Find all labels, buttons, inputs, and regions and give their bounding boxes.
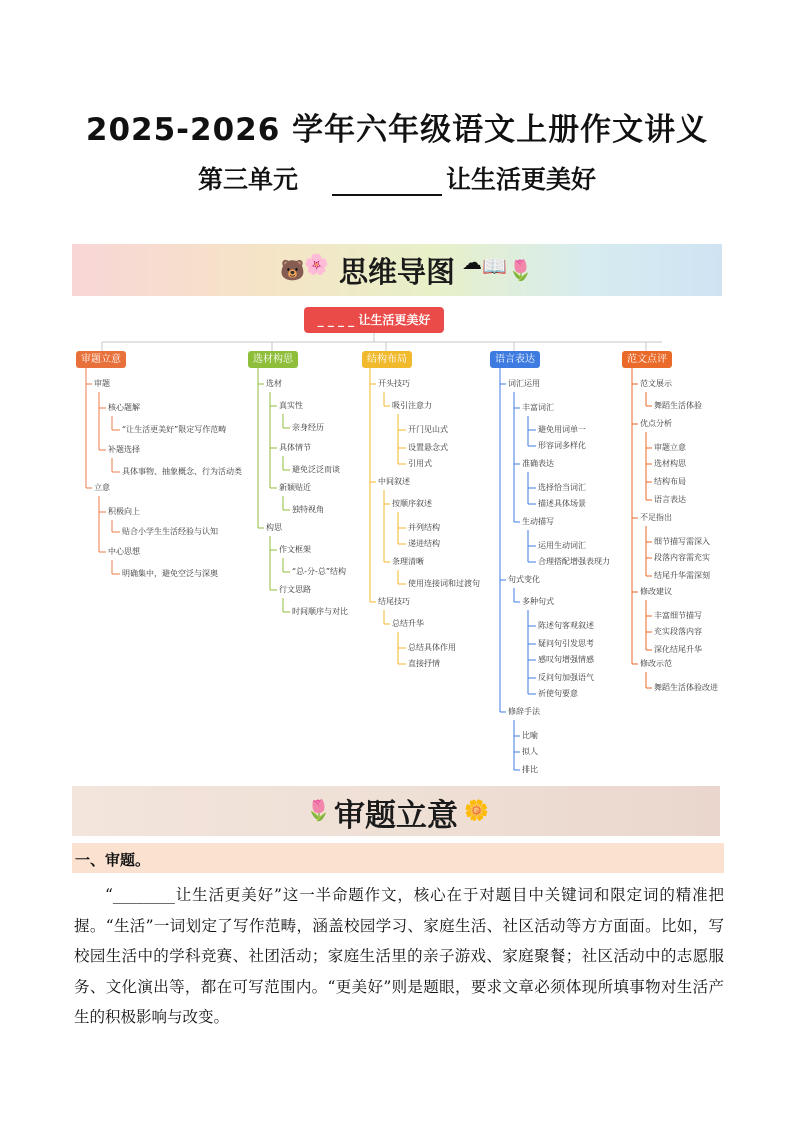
mm-node: 排比 [522, 765, 538, 774]
mm-node: 选材构思 [654, 459, 686, 468]
mm-node: 词汇运用 [508, 379, 540, 388]
mm-node: 补题选择 [108, 445, 140, 454]
mm-node: 句式变化 [508, 575, 540, 584]
mm-node: 结尾升华需深刻 [654, 571, 710, 580]
mm-node: 段落内容需充实 [654, 553, 710, 562]
mm-node: 贴合小学生生活经验与认知 [122, 527, 218, 536]
mm-node: 祈使句要意 [538, 689, 578, 698]
mm-node: 审题立意 [654, 443, 686, 452]
mm-node: 吸引注意力 [392, 401, 432, 410]
mm-node: 比喻 [522, 731, 538, 740]
mm-node: 修改示范 [640, 659, 672, 668]
mm-node: 不足指出 [640, 513, 672, 522]
mm-node: 充实段落内容 [654, 627, 702, 636]
mm-node: 运用生动词汇 [538, 541, 586, 550]
mm-node: “让生活更美好”限定写作范畴 [122, 425, 227, 434]
mm-node: 真实性 [279, 401, 303, 410]
mm-node: 反问句加强语气 [538, 673, 594, 682]
branch-jiegou: 结构布局 [362, 351, 412, 368]
mm-node: 感叹句增强情感 [538, 655, 594, 664]
mm-node: 舞蹈生活体验 [654, 401, 702, 410]
mm-node: 立意 [94, 483, 110, 492]
bear-icon: 🐻 [280, 258, 305, 282]
mm-node: 直接抒情 [408, 659, 440, 668]
mm-node: 深化结尾升华 [654, 645, 702, 654]
branch-fanwen: 范文点评 [622, 351, 672, 368]
flower-icon-2: 🌷 [508, 258, 533, 282]
mm-node: 递进结构 [408, 539, 440, 548]
mm-node: 设置悬念式 [408, 443, 448, 452]
mm-node: 总结具体作用 [408, 643, 456, 652]
mm-node: 合理搭配增强表现力 [538, 557, 610, 566]
mm-node: 拟人 [522, 747, 538, 756]
branch-shenti: 审题立意 [76, 351, 126, 368]
mm-node: “总-分-总”结构 [292, 567, 347, 576]
mm-node: 总结升华 [392, 619, 424, 628]
mm-node: 准确表达 [522, 459, 554, 468]
flower-icon: 🌸 [304, 252, 329, 276]
mm-node: 构思 [266, 523, 282, 532]
flower-icon-4: 🌼 [464, 798, 489, 822]
mm-node: 亲身经历 [292, 423, 324, 432]
mm-node: 疑问句引发思考 [538, 639, 594, 648]
mm-node: 范文展示 [640, 379, 672, 388]
mindmap-banner-label: 思维导图 [338, 255, 455, 289]
mm-node: 语言表达 [654, 495, 686, 504]
mm-node: 并列结构 [408, 523, 440, 532]
mm-node: 形容词多样化 [538, 441, 586, 450]
mm-node: 核心题解 [108, 403, 140, 412]
mm-node: 积极向上 [108, 507, 140, 516]
mm-node: 中间叙述 [378, 477, 410, 486]
mm-node: 开头技巧 [378, 379, 410, 388]
mm-node: 审题 [94, 379, 110, 388]
mm-node: 独特视角 [292, 505, 324, 514]
section-banner [72, 786, 720, 836]
section-heading [72, 843, 724, 873]
document-subtitle [0, 160, 794, 196]
mm-node: 明确集中，避免空泛与深奥 [122, 569, 218, 578]
unit-label: 第三单元 [197, 165, 298, 194]
mm-node: 舞蹈生活体验改进 [654, 683, 718, 692]
mm-node: 多种句式 [522, 597, 554, 606]
child-reading-icon: 📖 [482, 254, 507, 278]
mm-node: 按顺序叙述 [392, 499, 432, 508]
mm-node: 行文思路 [279, 585, 311, 594]
mm-node: 选择恰当词汇 [538, 483, 586, 492]
branch-xuancai: 选材构思 [248, 351, 298, 368]
mm-node: 优点分析 [640, 419, 672, 428]
cloud-icon: ☁ [462, 250, 482, 274]
mm-node: 修改建议 [640, 587, 672, 596]
mind-map-connectors [72, 300, 722, 780]
mm-node: 陈述句客观叙述 [538, 621, 594, 630]
mm-node: 具体情节 [279, 443, 311, 452]
mm-node: 避免泛泛而谈 [292, 465, 340, 474]
section-heading-text: 一、审题。 [75, 851, 151, 869]
mm-node: 选材 [266, 379, 282, 388]
mm-node: 结构布局 [654, 477, 686, 486]
mm-node: 使用连接词和过渡句 [408, 579, 480, 588]
mm-node: 具体事物、抽象概念、行为活动类 [122, 467, 242, 476]
mm-node: 中心思想 [108, 547, 140, 556]
mind-map [72, 300, 722, 780]
branch-yuyan: 语言表达 [490, 351, 540, 368]
mm-node: 引用式 [408, 459, 432, 468]
mindmap-banner [72, 244, 722, 296]
mm-node: 修辞手法 [508, 707, 540, 716]
mm-node: 丰富词汇 [522, 403, 554, 412]
mm-node: 条理清晰 [392, 557, 424, 566]
mm-node: 新颖贴近 [279, 483, 311, 492]
mm-node: 生动描写 [522, 517, 554, 526]
section-paragraph: “________让生活更美好”这一半命题作文，核心在于对题目中关键词和限定词的精准把握。“生活”一词划定了写作范畴，涵盖校园学习、家庭生活、社区活动等方方面面。比如，写校园生活中的学科竞赛、社团活动；家庭生活里的亲子游戏、家庭聚餐；社区活动中的志愿服务、文化演出等，都在可写范围内。“更美好”则是题眼，要求文章必须体现所填事物对生活产生的积极影响与改变。 [74, 886, 724, 1026]
document-title: 2025-2026 学年六年级语文上册作文讲义 [85, 112, 709, 148]
mm-node: 丰富细节描写 [654, 611, 702, 620]
mindmap-root: _ _ _ _ 让生活更美好 [304, 307, 444, 333]
section-banner-label: 审题立意 [334, 798, 458, 834]
mm-node: 时间顺序与对比 [292, 607, 348, 616]
mm-node: 避免用词单一 [538, 425, 586, 434]
mm-node: 结尾技巧 [378, 597, 410, 606]
mm-node: 开门见山式 [408, 425, 448, 434]
mm-node: 作文框架 [279, 545, 311, 554]
title-blank [332, 172, 442, 196]
mm-node: 描述具体场景 [538, 499, 586, 508]
mm-node: 细节描写需深入 [654, 537, 710, 546]
topic-suffix: 让生活更美好 [446, 165, 597, 194]
flower-icon-3: 🌷 [306, 798, 331, 822]
